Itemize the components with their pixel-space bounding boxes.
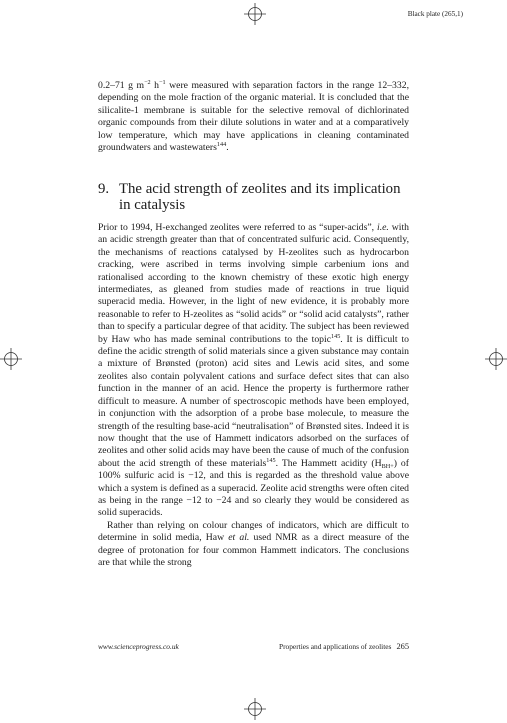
plate-label: Black plate (265,1) (407, 10, 463, 18)
intro-paragraph: 0.2–71 g $m^{-2}$ $h^{-1}$ were measured with separation factors in the range 12–332, depending on the mole fraction of the organic material. It is concluded that the silicalite-1 membrane is suitable for the selective removal of dichlorinated organic compounds from their dilute solutions in water and at a comparatively low temperature, which may have applications in cleaning contaminated groundwaters and wastewaters$^{144}$. (98, 79, 409, 154)
registration-mark-icon (244, 3, 266, 25)
section-number: 9. (98, 181, 110, 197)
section-title-line2: in catalysis (119, 197, 186, 213)
section-heading (98, 181, 418, 213)
citation-ref: 144 (216, 141, 227, 149)
footer-running-title: Properties and applications of zeolites 265 (278, 642, 409, 651)
citation-ref: 145 (331, 332, 341, 340)
page-number: 265 (396, 642, 409, 651)
registration-mark-icon (485, 348, 507, 370)
registration-mark-icon (0, 348, 22, 370)
citation-ref: 145 (266, 456, 276, 464)
footer-website: www.scienceprogress.co.uk (98, 642, 179, 651)
paragraph-2: Rather than relying on colour changes of indicators, which are difficult to determine in solid media, Haw et al. used NMR as a direct measure of the degree of protonation for four common Hammett indicators. The conclusions are that while the strong (98, 519, 409, 568)
section-title-line1: The acid strength of zeolites and its implication (119, 181, 401, 197)
registration-mark-icon (244, 698, 266, 720)
paragraph-1: Prior to 1994, H-exchanged zeolites were referred to as “super-acids”, i.e. with an acidic strength greater than that of concentrated sulfuric acid. Consequently, the mechanisms of reactions catalysed by H-zeolites such as hydrocarbon cracking, were ascribed in terms involving simple carbenium ions and rationalised according to the known chemistry of these exotic high energy intermediates, as gleaned from studies made of reactions in true liquid superacid media. However, in the light of new evidence, it is probably more reasonable to refer to H-zeolites as “solid acids” or “solid acid catalysts”, rather than to specify a particular degree of that acidity. The subject has been reviewed by Haw who has made seminal contributions to the topic$^{145}$. It is difficult to define the acidic strength of solid materials since a given substance may contain a mixture of Brønsted (proton) acid sites and Lewis acid sites, and some zeolites also contain polyvalent cations and surface defect sites that can also function in the manner of an acid. Hence the property is furthermore rather difficult to measure. A number of spectroscopic methods have been employed, in conjunction with the adsorption of a probe base molecule, to measure the strength of the resulting base-acid “neutralisation” of Brønsted sites. Indeed it is now thought that the use of Hammett indicators adsorbed on the surfaces of zeolites and other solid acids may have been the cause of much of the confusion about the acid strength of these materials$^{145}$. The Hammett acidity $(H_{BH+})$ of 100% sulfuric acid is −12, and this is regarded as the threshold value above which a system is defined as a superacid. Zeolite acid strengths were often cited as being in the range −12 to −24 and so clearly they would be considered as solid superacids. (98, 222, 410, 519)
section-body (98, 222, 409, 569)
